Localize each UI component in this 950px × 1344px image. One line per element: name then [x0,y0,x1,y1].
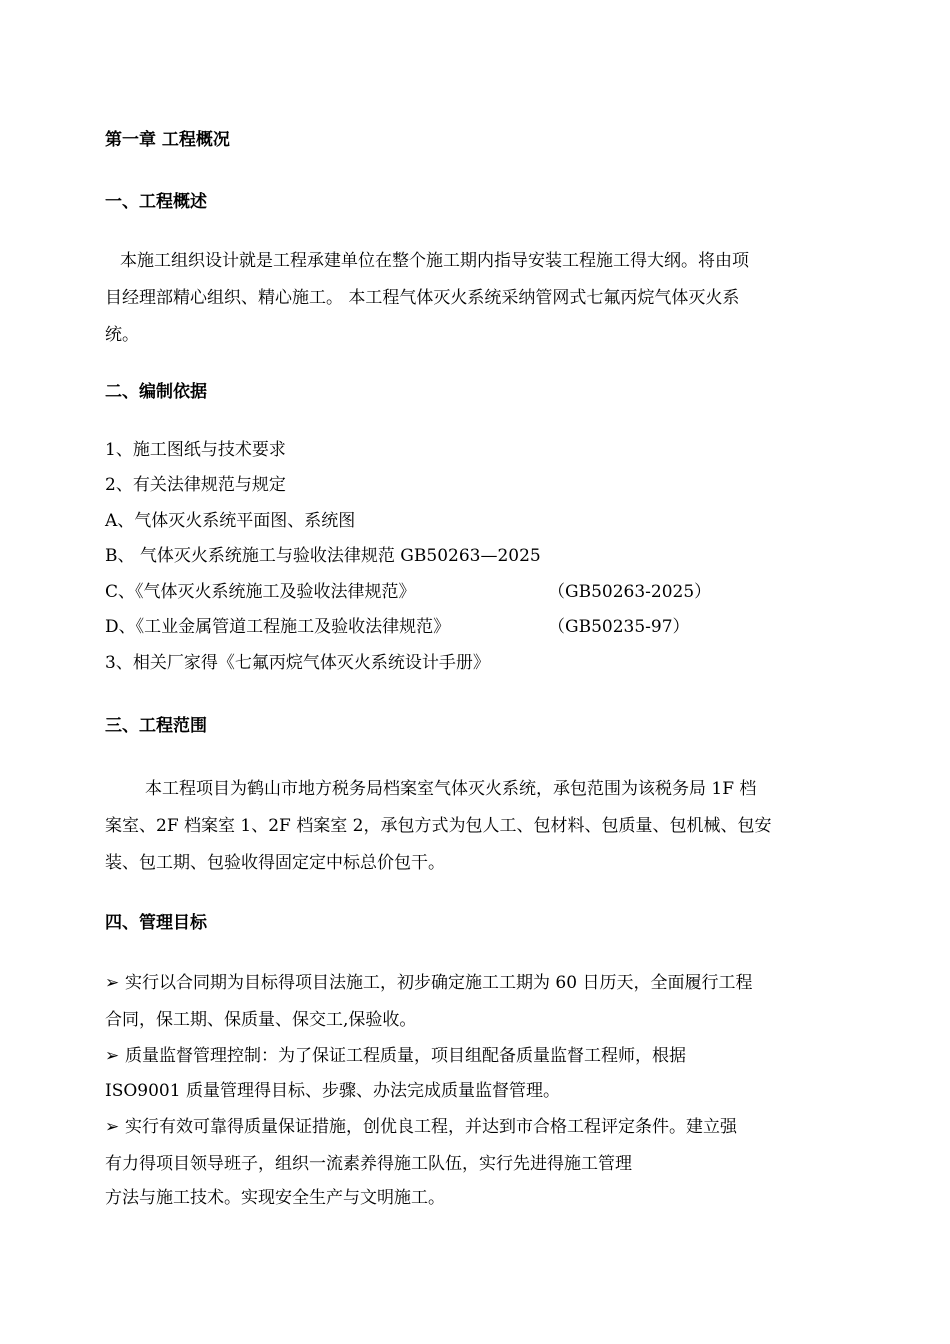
s2-item-3: 3、相关厂家得《七氟丙烷气体灭火系统设计手册》 [105,653,490,673]
section-3-title: 三、工程范围 [105,716,207,736]
chapter-title: 第一章 工程概况 [105,130,230,150]
arrow-bullet-icon: ➢ [105,973,120,993]
section-1-title: 一、工程概述 [105,192,207,212]
s4-bullet-2 [105,1045,686,1067]
s2-item-c: C、《气体灭火系统施工及验收法律规范》 [105,582,416,602]
s4-bullet-3 [105,1116,737,1138]
arrow-bullet-icon: ➢ [105,1117,120,1137]
s3-line-3: 装、包工期、包验收得固定定中标总价包干。 [105,853,445,873]
s2-item-c-code: （GB50263-2025） [548,582,712,602]
s4-bullet-1 [105,972,752,994]
s3-line-2: 案室、2F 档案室 1、2F 档案室 2，承包方式为包人工、包材料、包质量、包机械、包安 [105,816,772,836]
s3-line-1: 本工程项目为鹤山市地方税务局档案室气体灭火系统，承包范围为该税务局 1F 档 [145,779,757,799]
s4-line-6: 有力得项目领导班子，组织一流素养得施工队伍，实行先进得施工管理 [105,1154,632,1174]
s4-line-5: 实行有效可靠得质量保证措施，创优良工程，并达到市合格工程评定条件。建立强 [125,1117,737,1137]
s2-item-1: 1、施工图纸与技术要求 [105,440,286,460]
s2-item-d-code: （GB50235-97） [548,617,690,637]
section-4-title: 四、管理目标 [105,913,207,933]
s4-line-7: 方法与施工技术。实现安全生产与文明施工。 [105,1188,445,1208]
s4-line-4: ISO9001 质量管理得目标、步骤、办法完成质量监督管理。 [105,1081,560,1101]
s1-line-1: 本施工组织设计就是工程承建单位在整个施工期内指导安装工程施工得大纲。将由项 [120,251,749,271]
s1-line-3: 统。 [105,325,139,345]
s4-line-1: 实行以合同期为目标得项目法施工，初步确定施工工期为 60 日历天，全面履行工程 [125,973,753,993]
s1-line-2: 目经理部精心组织、精心施工。 本工程气体灭火系统采纳管网式七氟丙烷气体灭火系 [105,288,740,308]
s2-item-a: A、气体灭火系统平面图、系统图 [105,511,356,531]
s2-item-d: D、《工业金属管道工程施工及验收法律规范》 [105,617,451,637]
s4-line-2: 合同，保工期、保质量、保交工,保验收。 [105,1010,417,1030]
s2-item-b: B、 气体灭火系统施工与验收法律规范 GB50263—2025 [105,546,541,566]
s2-item-2: 2、有关法律规范与规定 [105,475,286,495]
arrow-bullet-icon: ➢ [105,1046,120,1066]
section-2-title: 二、编制依据 [105,382,207,402]
s4-line-3: 质量监督管理控制：为了保证工程质量，项目组配备质量监督工程师，根据 [125,1046,686,1066]
